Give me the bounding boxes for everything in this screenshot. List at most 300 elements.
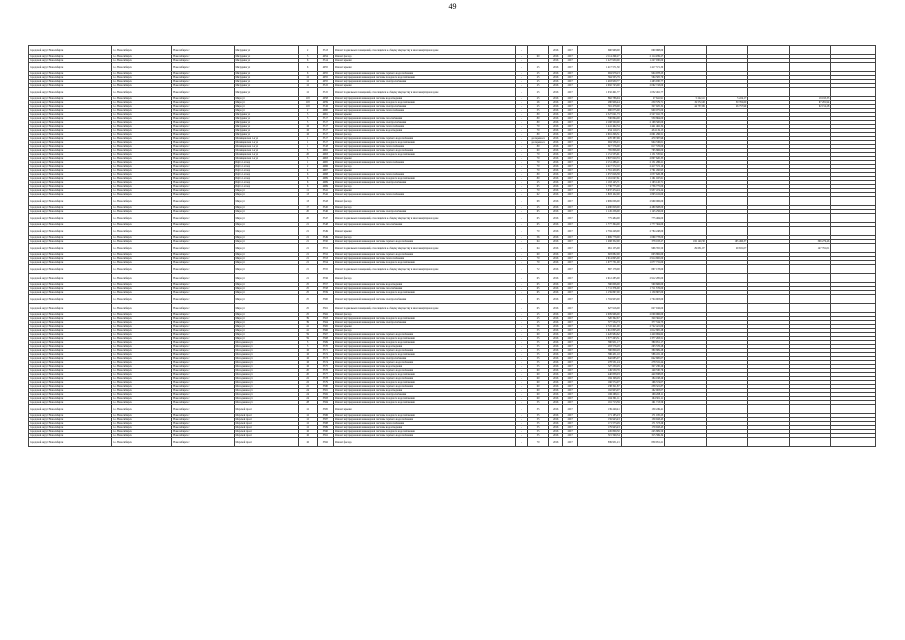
year-start-cell: 2016 — [548, 426, 563, 430]
cost-cell: 2 807 620,33 — [578, 157, 622, 161]
wear-cell: 80 — [528, 177, 549, 181]
street-cell: Мичурина ул — [234, 113, 298, 117]
municipality-cell: городской округ Новосибирск — [29, 59, 112, 63]
street-cell: Мира ул — [234, 317, 298, 321]
cost-cell: 591 478,00 — [578, 105, 622, 109]
work-type-cell: Ремонт внутридомовой инженерной системы горячего водоснабжения — [334, 72, 516, 76]
year-end-cell: 2017 — [563, 430, 578, 434]
cost-cell: 765 806,00 — [578, 149, 622, 153]
district-cell: г.о. Новосибирск — [112, 333, 172, 337]
total-cell: 171 185,23 — [621, 414, 665, 418]
table-row — [29, 274, 876, 283]
total-cell: 1 420 984,62 — [621, 333, 665, 337]
source-b-cell — [706, 63, 748, 72]
year-start-cell: 2016 — [548, 145, 563, 149]
total-cell: 378 183,27 — [621, 240, 665, 244]
district-cell: г.о. Новосибирск — [112, 72, 172, 76]
municipality-cell: городской округ Новосибирск — [29, 393, 112, 397]
year-end-cell: 2017 — [563, 206, 578, 210]
year-end-cell: 2017 — [563, 291, 578, 295]
flag-cell: - — [515, 313, 527, 317]
spare-cell — [831, 274, 876, 283]
year-end-cell: 2017 — [563, 317, 578, 321]
locality-cell: Новосибирск г — [172, 418, 234, 422]
source-c-cell — [748, 197, 790, 206]
district-cell: г.о. Новосибирск — [112, 210, 172, 214]
district-cell: г.о. Новосибирск — [112, 181, 172, 185]
record-id-cell: 3555 — [317, 265, 334, 274]
year-end-cell: 2017 — [563, 117, 578, 121]
source-b-cell — [706, 265, 748, 274]
work-type-cell: Ремонт крыши — [334, 63, 516, 72]
work-type-cell: Ремонт внутридомовой инженерной системы холодного водоснабжения — [334, 261, 516, 265]
municipality-cell: городской округ Новосибирск — [29, 80, 112, 84]
record-id-cell: 3557 — [317, 283, 334, 287]
record-id-cell: 3517 — [317, 137, 334, 141]
street-cell: Молодежная ул — [234, 373, 298, 377]
total-cell: 149 530,76 — [621, 369, 665, 373]
cost-cell: 586 431,10 — [578, 353, 622, 357]
house-number-cell: 6 — [298, 173, 317, 177]
cost-cell: 2 114 299,27 — [578, 55, 622, 59]
work-type-cell: Ремонт внутридомовой инженерной системы электроснабжения — [334, 121, 516, 125]
total-cell: 900 075,00 — [621, 109, 665, 113]
record-id-cell: 4966 — [317, 165, 334, 169]
locality-cell: Новосибирск г — [172, 125, 234, 129]
spare-cell — [831, 88, 876, 97]
total-cell: 179 943,43 — [621, 426, 665, 430]
flag-cell: - — [515, 141, 527, 145]
total-cell: 377 534,73 — [621, 321, 665, 325]
record-id-cell: 3517 — [317, 125, 334, 129]
house-number-cell: 118 — [298, 97, 317, 101]
record-id-cell: 4963 — [317, 157, 334, 161]
locality-cell: Новосибирск г — [172, 393, 234, 397]
district-cell: г.о. Новосибирск — [112, 365, 172, 369]
cost-cell: 149 530,76 — [578, 369, 622, 373]
wear-cell: 70 — [528, 157, 549, 161]
street-cell: Мира ул — [234, 325, 298, 329]
flag-cell: - — [515, 373, 527, 377]
flag-cell: - — [515, 321, 527, 325]
record-id-cell: 3587 — [317, 418, 334, 422]
total-cell: 1 612 805,28 — [621, 329, 665, 333]
street-cell: Мичурина ул — [234, 63, 298, 72]
work-type-cell: Ремонт внутридомовой инженерной системы горячего водоснабжения — [334, 253, 516, 257]
district-cell: г.о. Новосибирск — [112, 63, 172, 72]
street-cell: Мичурина ул — [234, 117, 298, 121]
year-start-cell: 2016 — [548, 393, 563, 397]
municipality-cell: городской округ Новосибирск — [29, 189, 112, 193]
locality-cell: Новосибирск г — [172, 385, 234, 389]
year-start-cell: 2016 — [548, 210, 563, 214]
district-cell: г.о. Новосибирск — [112, 244, 172, 253]
house-number-cell: 6 — [298, 72, 317, 76]
street-cell: Ифта 1-й пер — [234, 177, 298, 181]
locality-cell: Новосибирск г — [172, 381, 234, 385]
municipality-cell: городской округ Новосибирск — [29, 257, 112, 261]
street-cell: Мира ул — [234, 214, 298, 223]
flag-cell: - — [515, 137, 527, 141]
street-cell: Мичурина ул — [234, 76, 298, 80]
locality-cell: Новосибирск г — [172, 63, 234, 72]
record-id-cell: 3583 — [317, 397, 334, 401]
year-start-cell: 2016 — [548, 265, 563, 274]
flag-cell: - — [515, 337, 527, 341]
locality-cell: Новосибирск г — [172, 236, 234, 240]
work-type-cell: Ремонт внутридомовой инженерной системы водоотведения — [334, 365, 516, 369]
locality-cell: Новосибирск г — [172, 438, 234, 447]
record-id-cell: 3582 — [317, 393, 334, 397]
house-number-cell: 25 — [298, 295, 317, 304]
municipality-cell: городской округ Новосибирск — [29, 341, 112, 345]
source-a-cell — [665, 227, 707, 236]
district-cell: г.о. Новосибирск — [112, 397, 172, 401]
locality-cell: Новосибирск г — [172, 227, 234, 236]
street-cell: Мира ул — [234, 257, 298, 261]
district-cell: г.о. Новосибирск — [112, 185, 172, 189]
wear-cell: 55 — [528, 345, 549, 349]
work-type-cell: Ремонт внутридомовой инженерной системы электроснабжения — [334, 357, 516, 361]
record-id-cell: 4962 — [317, 149, 334, 153]
year-start-cell: 2016 — [548, 438, 563, 447]
municipality-cell: городской округ Новосибирск — [29, 261, 112, 265]
wear-cell: 70 — [528, 257, 549, 261]
work-type-cell: Ремонт внутридомовой инженерной системы газоснабжения — [334, 117, 516, 121]
year-end-cell: 2017 — [563, 393, 578, 397]
street-cell: Молодежная ул — [234, 381, 298, 385]
street-cell: Мира ул — [234, 236, 298, 240]
cost-cell: 4 480 828,00 — [578, 206, 622, 210]
work-type-cell: Ремонт внутридомовой инженерной системы электроснабжения — [334, 295, 516, 304]
cost-cell: 184 198,29 — [578, 377, 622, 381]
wear-cell: 25 — [528, 97, 549, 101]
house-number-cell: 16 — [298, 361, 317, 365]
municipality-cell: городской округ Новосибирск — [29, 333, 112, 337]
locality-cell: Новосибирск г — [172, 109, 234, 113]
house-number-cell: 20 — [298, 369, 317, 373]
house-number-cell: 20 — [298, 373, 317, 377]
district-cell: г.о. Новосибирск — [112, 405, 172, 414]
cost-cell: 1 145 256,00 — [578, 210, 622, 214]
year-start-cell: 2016 — [548, 133, 563, 137]
total-cell: 904 978,23 — [621, 72, 665, 76]
year-end-cell: 2017 — [563, 434, 578, 438]
house-number-cell: 28 — [298, 401, 317, 405]
house-number-cell: 6 — [298, 185, 317, 189]
locality-cell: Новосибирск г — [172, 244, 234, 253]
cost-cell: 900 075,00 — [578, 109, 622, 113]
cost-cell: 2 417 572,10 — [578, 165, 622, 169]
year-end-cell: 2017 — [563, 59, 578, 63]
wear-cell: 25 — [528, 84, 549, 88]
locality-cell: Новосибирск г — [172, 257, 234, 261]
total-cell: 139 249,41 — [621, 405, 665, 414]
record-id-cell: 3589 — [317, 426, 334, 430]
year-end-cell: 2017 — [563, 365, 578, 369]
wear-cell: 70 — [528, 261, 549, 265]
house-number-cell: 59 — [298, 337, 317, 341]
cost-cell: 904 536,01 — [578, 141, 622, 145]
year-end-cell: 2017 — [563, 125, 578, 129]
work-type-cell: Ремонт внутридомовой инженерной системы горячего водоснабжения — [334, 333, 516, 337]
district-cell: г.о. Новосибирск — [112, 236, 172, 240]
work-type-cell: Ремонт фасада — [334, 313, 516, 317]
total-cell: 184 198,29 — [621, 377, 665, 381]
house-number-cell: 16 — [298, 357, 317, 361]
wear-cell: 60 — [528, 253, 549, 257]
street-cell: Молодежная ул — [234, 389, 298, 393]
year-start-cell: 2016 — [548, 153, 563, 157]
year-start-cell: 2016 — [548, 418, 563, 422]
total-cell: 627 916,00 — [621, 304, 665, 313]
year-end-cell: 2017 — [563, 121, 578, 125]
house-number-cell: 2 — [298, 165, 317, 169]
flag-cell: - — [515, 389, 527, 393]
record-id-cell: 3514 — [317, 59, 334, 63]
street-cell: Мира ул — [234, 227, 298, 236]
locality-cell: Новосибирск г — [172, 349, 234, 353]
year-start-cell: 2016 — [548, 72, 563, 76]
cost-cell: 320 362,67 — [578, 317, 622, 321]
source-c-cell — [748, 214, 790, 223]
cost-cell: 1 227 930,00 — [578, 59, 622, 63]
record-id-cell: 4955 — [317, 76, 334, 80]
municipality-cell: городской округ Новосибирск — [29, 434, 112, 438]
source-b-cell: 165 490,37 — [706, 240, 748, 244]
cost-cell: 1 777 364,00 — [578, 223, 622, 227]
total-cell: 320 362,67 — [621, 317, 665, 321]
year-start-cell: 2016 — [548, 173, 563, 177]
locality-cell: Новосибирск г — [172, 405, 234, 414]
wear-cell: 64 — [528, 244, 549, 253]
source-a-cell: 182 140,38 — [665, 240, 707, 244]
total-cell: 454 119,15 — [621, 129, 665, 133]
year-end-cell: 2017 — [563, 401, 578, 405]
cost-cell: 162 903,07 — [578, 389, 622, 393]
cost-cell: 2 009 966,00 — [578, 313, 622, 317]
record-id-cell: 3517 — [317, 141, 334, 145]
total-cell: 603 882,00 — [621, 253, 665, 257]
year-start-cell: 2016 — [548, 197, 563, 206]
total-cell: 1 803 102,00 — [621, 193, 665, 197]
cost-cell: 1 161 047,61 — [578, 177, 622, 181]
cost-cell: 862 786,94 — [578, 97, 622, 101]
flag-cell: - — [515, 210, 527, 214]
year-start-cell: 2016 — [548, 365, 563, 369]
street-cell: Мира ул — [234, 291, 298, 295]
record-id-cell: 3516 — [317, 105, 334, 109]
flag-cell: - — [515, 63, 527, 72]
flag-cell: - — [515, 261, 527, 265]
record-id-cell: 3547 — [317, 214, 334, 223]
district-cell: г.о. Новосибирск — [112, 97, 172, 101]
municipality-cell: городской округ Новосибирск — [29, 153, 112, 157]
house-number-cell: 17 — [298, 206, 317, 210]
flag-cell: - — [515, 153, 527, 157]
locality-cell: Новосибирск г — [172, 169, 234, 173]
municipality-cell: городской округ Новосибирск — [29, 113, 112, 117]
source-a-cell: 5 222,41 — [665, 97, 707, 101]
house-number-cell: 118 — [298, 105, 317, 109]
wear-cell: 64 — [528, 240, 549, 244]
record-id-cell: 3564 — [317, 321, 334, 325]
flag-cell: - — [515, 244, 527, 253]
cost-cell: 590 606,00 — [578, 283, 622, 287]
district-cell: г.о. Новосибирск — [112, 393, 172, 397]
locality-cell: Новосибирск г — [172, 304, 234, 313]
wear-cell: 60 — [528, 385, 549, 389]
house-number-cell: 16 — [298, 365, 317, 369]
cost-cell: 1 377 263,51 — [578, 337, 622, 341]
flag-cell: - — [515, 418, 527, 422]
total-cell: 1 777 364,00 — [621, 223, 665, 227]
locality-cell: Новосибирск г — [172, 145, 234, 149]
source-d-cell — [789, 197, 831, 206]
total-cell: 440 838,03 — [621, 373, 665, 377]
wear-cell: 70 — [528, 161, 549, 165]
street-cell: Мичурина ул — [234, 46, 298, 55]
record-id-cell: 3549 — [317, 236, 334, 240]
record-id-cell: 3565 — [317, 325, 334, 329]
year-start-cell: 2016 — [548, 88, 563, 97]
flag-cell: - — [515, 434, 527, 438]
source-c-cell — [748, 438, 790, 447]
street-cell: Ифта 1-й пер — [234, 173, 298, 177]
wear-cell: 60 — [528, 393, 549, 397]
municipality-cell: городской округ Новосибирск — [29, 223, 112, 227]
municipality-cell: городской округ Новосибирск — [29, 405, 112, 414]
municipality-cell: городской округ Новосибирск — [29, 313, 112, 317]
source-c-cell — [748, 405, 790, 414]
district-cell: г.о. Новосибирск — [112, 113, 172, 117]
flag-cell: - — [515, 426, 527, 430]
year-end-cell: 2017 — [563, 210, 578, 214]
flag-cell: - — [515, 129, 527, 133]
street-cell: Мира ул — [234, 206, 298, 210]
record-id-cell: 3570 — [317, 345, 334, 349]
municipality-cell: городской округ Новосибирск — [29, 141, 112, 145]
house-number-cell: 16 — [298, 353, 317, 357]
source-b-cell: 30 762,60 — [706, 101, 748, 105]
cost-cell: 245 809,50 — [578, 430, 622, 434]
house-number-cell: 5 — [298, 55, 317, 59]
year-end-cell: 2017 — [563, 333, 578, 337]
street-cell: Молодежная ул — [234, 385, 298, 389]
wear-cell: 25 — [528, 63, 549, 72]
work-type-cell: Ремонт подвальных помещений, относящихся к общему имуществу в многоквартирном доме — [334, 244, 516, 253]
municipality-cell: городской округ Новосибирск — [29, 117, 112, 121]
cost-cell: 1 803 102,00 — [578, 193, 622, 197]
house-number-cell: 1 — [298, 141, 317, 145]
house-number-cell: 12 — [298, 76, 317, 80]
source-a-cell: 29 631,07 — [665, 244, 707, 253]
total-cell: 1 417 571,30 — [621, 63, 665, 72]
cost-cell: 2 168 500,00 — [578, 121, 622, 125]
wear-cell: 65 — [528, 287, 549, 291]
district-cell: г.о. Новосибирск — [112, 173, 172, 177]
source-d-cell — [789, 438, 831, 447]
year-end-cell: 2017 — [563, 377, 578, 381]
total-cell: 2 784 248,00 — [621, 227, 665, 236]
district-cell: г.о. Новосибирск — [112, 206, 172, 210]
wear-cell: 25 — [528, 321, 549, 325]
wear-cell: 55 — [528, 430, 549, 434]
street-cell: Мичурина ул — [234, 72, 298, 76]
district-cell: г.о. Новосибирск — [112, 161, 172, 165]
year-end-cell: 2017 — [563, 214, 578, 223]
table-row — [29, 197, 876, 206]
work-type-cell: Ремонт внутридомовой инженерной системы холодного водоснабжения — [334, 430, 516, 434]
municipality-cell: городской округ Новосибирск — [29, 185, 112, 189]
wear-cell: 25 — [528, 181, 549, 185]
flag-cell: - — [515, 214, 527, 223]
year-end-cell: 2017 — [563, 88, 578, 97]
year-start-cell: 2016 — [548, 214, 563, 223]
house-number-cell: 16 — [298, 434, 317, 438]
district-cell: г.о. Новосибирск — [112, 434, 172, 438]
wear-cell: до переноса — [528, 137, 549, 141]
street-cell: Ифта 1-й пер — [234, 181, 298, 185]
municipality-cell: городской округ Новосибирск — [29, 414, 112, 418]
year-end-cell: 2017 — [563, 157, 578, 161]
total-cell: 2 009 966,00 — [621, 313, 665, 317]
work-type-cell: Ремонт крыши — [334, 405, 516, 414]
cost-cell: 775 484,00 — [578, 214, 622, 223]
year-start-cell: 2016 — [548, 149, 563, 153]
house-number-cell: 25 — [298, 283, 317, 287]
flag-cell: - — [515, 185, 527, 189]
street-cell: Мичурина ул — [234, 133, 298, 137]
street-cell: Молодежная ул — [234, 361, 298, 365]
cost-cell: 2 092 743,00 — [578, 84, 622, 88]
district-cell: г.о. Новосибирск — [112, 385, 172, 389]
house-number-cell: 1 — [298, 145, 317, 149]
work-type-cell: Ремонт подвальных помещений, относящихся к общему имуществу в многоквартирном доме — [334, 88, 516, 97]
wear-cell: 55 — [528, 349, 549, 353]
year-end-cell: 2017 — [563, 46, 578, 55]
total-cell: 1 151 535,91 — [621, 153, 665, 157]
year-end-cell: 2017 — [563, 80, 578, 84]
year-end-cell: 2017 — [563, 165, 578, 169]
house-number-cell: 11 — [298, 189, 317, 193]
work-type-cell: Ремонт внутридомовой инженерной системы холодного водоснабжения — [334, 76, 516, 80]
flag-cell: - — [515, 345, 527, 349]
flag-cell: - — [515, 206, 527, 210]
source-a-cell — [665, 46, 707, 55]
source-c-cell — [748, 244, 790, 253]
locality-cell: Новосибирск г — [172, 173, 234, 177]
total-cell: 191 713,59 — [621, 401, 665, 405]
total-cell: 1 463 930,77 — [621, 80, 665, 84]
flag-cell: - — [515, 240, 527, 244]
year-end-cell: 2017 — [563, 129, 578, 133]
record-id-cell: 3579 — [317, 381, 334, 385]
locality-cell: Новосибирск г — [172, 72, 234, 76]
locality-cell: Новосибирск г — [172, 426, 234, 430]
year-end-cell: 2017 — [563, 197, 578, 206]
cost-cell: 603 882,00 — [578, 253, 622, 257]
street-cell: Мира ул — [234, 189, 298, 193]
cost-cell: 171 185,23 — [578, 414, 622, 418]
source-a-cell — [665, 88, 707, 97]
spare-cell — [831, 438, 876, 447]
record-id-cell: 3592 — [317, 438, 334, 447]
street-cell: Мира ул — [234, 337, 298, 341]
locality-cell: Новосибирск г — [172, 101, 234, 105]
source-b-cell — [706, 274, 748, 283]
flag-cell: - — [515, 422, 527, 426]
